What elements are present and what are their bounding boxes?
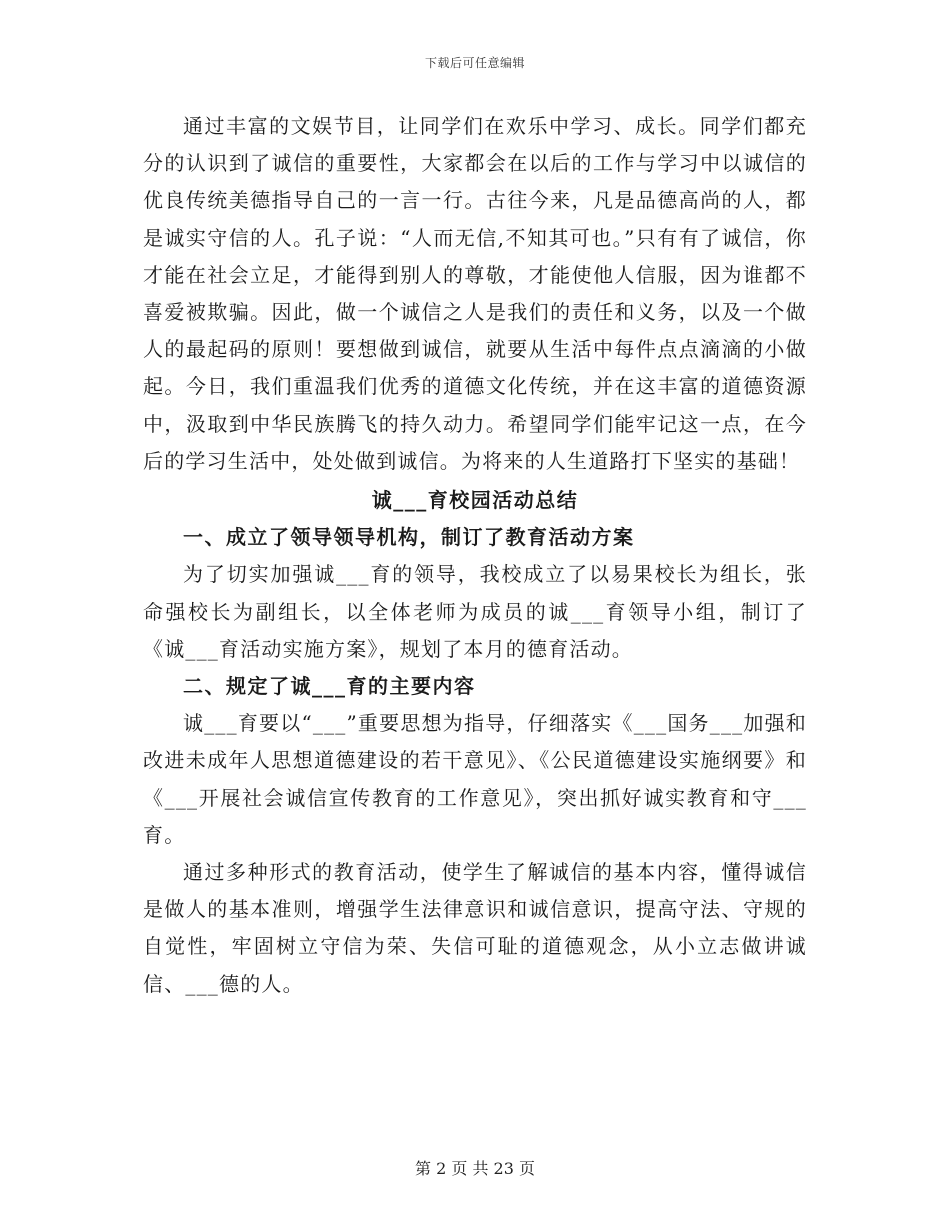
section-1-paragraph: 为了切实加强诚___育的领导，我校成立了以易果校长为组长，张命强校长为副组长，以全体老师为成员的诚___育领导小组，制订了《诚___育活动实施方案》，规划了本月的德育活动。 [143,562,807,661]
page-footer: 第 2 页 共 23 页 [415,1159,535,1178]
section-heading-1: 一、成立了领导领导机构，制订了教育活动方案 [183,525,635,550]
page-header: 下载后可任意编辑 [424,56,525,70]
section-2-paragraph-1: 诚___育要以“___”重要思想为指导，仔细落实《___国务___加强和改进未成年人思想道德建设的若干意见》、《公民道德建设实施纲要》和《___开展社会诚信宣传教育的工作意见》，突出抓好诚实教育和守___育。 [143,711,807,847]
document-body [143,108,807,1003]
intro-paragraph: 通过丰富的文娱节目，让同学们在欢乐中学习、成长。同学们都充分的认识到了诚信的重要性，大家都会在以后的工作与学习中以诚信的优良传统美德指导自己的一言一行。古往今来，凡是品德高尚的人，都是诚实守信的人。孔子说：“人而无信,不知其可也。”只有有了诚信，你才能在社会立足，才能得到别人的尊敬，才能使他人信服，因为谁都不喜爱被欺骗。因此，做一个诚信之人是我们的责任和义务，以及一个做人的最起码的原则！要想做到诚信，就要从生活中每件点点滴滴的小做起。今日，我们重温我们优秀的道德文化传统，并在这丰富的道德资源中，汲取到中华民族腾飞的持久动力。希望同学们能牢记这一点，在今后的学习生活中，处处做到诚信。为将来的人生道路打下坚实的基础！ [143,114,807,473]
document-title: 诚___育校园活动总结 [371,488,579,513]
section-2-paragraph-2: 通过多种形式的教育活动，使学生了解诚信的基本内容，懂得诚信是做人的基本准则，增强学生法律意识和诚信意识，提高守法、守规的自觉性，牢固树立守信为荣、失信可耻的道德观念，从小立志做讲诚信、___德的人。 [143,860,807,996]
section-heading-2: 二、规定了诚___育的主要内容 [183,674,476,699]
